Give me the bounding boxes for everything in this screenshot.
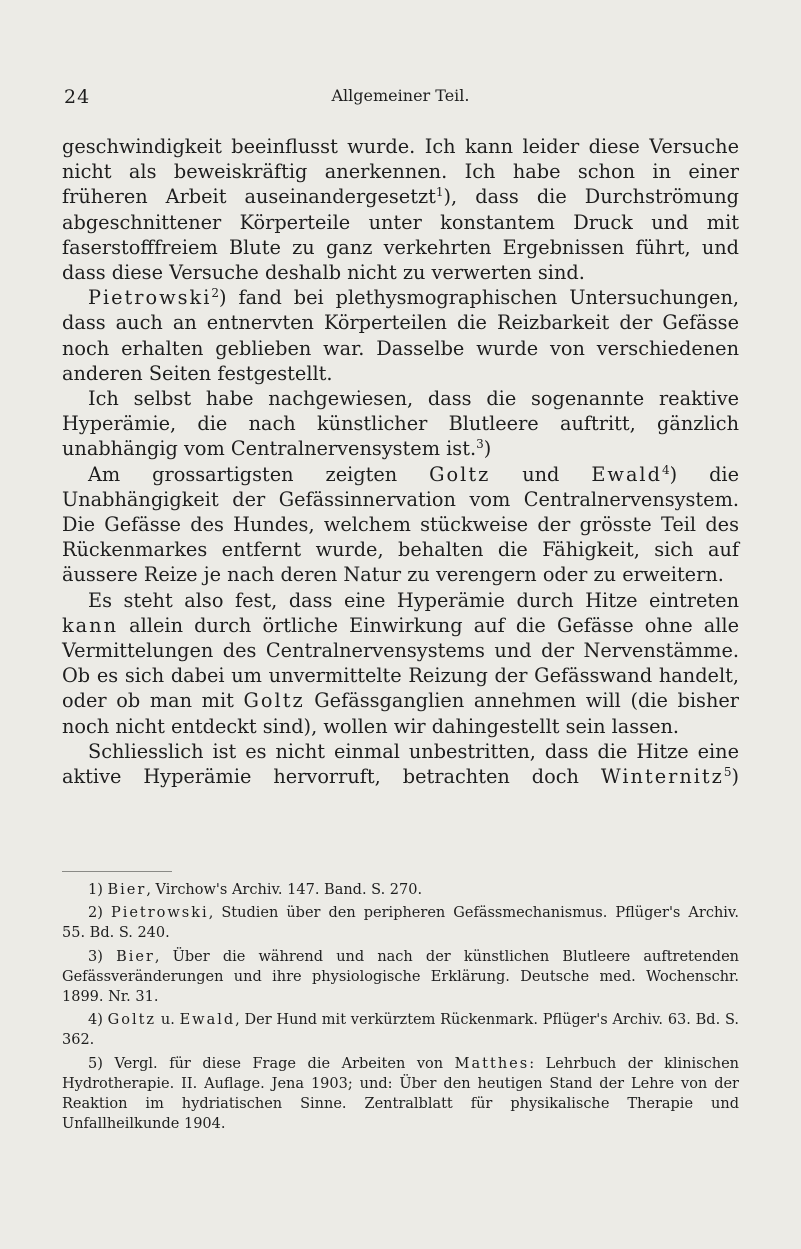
author-name: Ewald — [179, 1012, 236, 1029]
footnote-ref-4: 4 — [661, 462, 670, 477]
footnote-5: 5) Vergl. für diese Frage die Arbeiten von Matthes: Lehrbuch der klinischen Hydrotherapie. II. Auflage. Jena 1903; und: Über den heutigen Stand der Lehre von der Reaktion im hydriatischen Sinne. Zentralblatt für physikalische Therapie und Unfallheilkunde 1904. — [62, 1055, 739, 1133]
author-name: Matthes — [454, 1055, 530, 1072]
footnote-ref-1: 1 — [435, 185, 444, 200]
paragraph-3: Ich selbst habe nachgewiesen, dass die sogenannte reaktive Hyperämie, die nach künstlicher Blutleere auftritt, gänzlich unabhängig vom Centralnervensystem ist.$^3$) — [62, 387, 739, 461]
paragraph-2: Pietrowski$^2$) fand bei plethysmographischen Untersuchungen, dass auch an entnervten Körperteilen die Reizbarkeit der Gefässe noch erhalten geblieben war. Dasselbe wurde von verschiedenen anderen Seiten festgestellt. — [62, 286, 739, 385]
footnote-ref-5: 5 — [723, 765, 732, 780]
paragraph-6: Schliesslich ist es nicht einmal unbestritten, dass die Hitze eine aktive Hyperämie hervorruft, betrachten doch Winternitz$^5$) — [62, 739, 739, 789]
paragraph-1: geschwindigkeit beeinflusst wurde. Ich kann leider diese Versuche nicht als beweiskräftig anerkennen. Ich habe schon in einer früheren Arbeit auseinandergesetzt$^1$), dass die Durchströmung abgeschnittener Körperteile unter konstantem Druck und mit faserstofffreiem Blute zu ganz verkehrten Ergebnissen führt, und dass diese Versuche deshalb nicht zu verwerten sind. — [62, 135, 740, 285]
author-name: Winternitz — [600, 765, 724, 789]
author-name: Ewald — [591, 462, 662, 486]
author-name: Bier — [107, 882, 147, 898]
running-title: Allgemeiner Teil. — [331, 86, 470, 105]
author-name: Goltz — [107, 1012, 157, 1029]
author-name: Goltz — [243, 689, 305, 713]
footnote-ref-2: 2 — [211, 286, 220, 301]
author-name: Goltz — [429, 462, 491, 486]
page-number: 24 — [64, 86, 91, 108]
page-header — [62, 86, 739, 108]
paragraph-5: Es steht also fest, dass eine Hyperämie durch Hitze eintreten kann allein durch örtliche Einwirkung auf die Gefässe ohne alle Vermittelungen des Centralnervensystems und der Nervenstämme. Ob es sich dabei um unvermittelte Reizung der Gefässwand handelt, oder ob man mit Goltz Gefässganglien annehmen will (die bisher noch nicht entdeckt sind), wollen wir dahingestellt sein lassen. — [62, 588, 739, 738]
footnote-1: 1) Bier, Virchow's Archiv. 147. Band. S. 270. — [88, 882, 423, 898]
paragraph-4: Am grossartigsten zeigten Goltz und Ewald$^4$) die Unabhängigkeit der Gefässinnervation vom Centralnervensystem. Die Gefässe des Hundes, welchem stückweise der grösste Teil des Rückenmarkes entfernt wurde, behalten die Fähigkeit, sich auf äussere Reize je nach deren Natur zu verengern oder zu erweitern. — [62, 462, 739, 587]
footnote-ref-3: 3 — [476, 437, 484, 452]
body-text — [62, 134, 739, 789]
author-name: Pietrowski — [88, 286, 212, 310]
footnote-2: 2) Pietrowski, Studien über den peripheren Gefässmechanismus. Pflüger's Archiv. 55. Bd. S. 240. — [62, 905, 739, 942]
author-name: Pietrowski — [110, 905, 209, 922]
footnotes — [62, 880, 739, 1137]
author-name: Bier — [116, 948, 155, 965]
footnote-3: 3) Bier, Über die während und nach der künstlichen Blutleere auftretenden Gefässveränderungen und ihre physiologische Erklärung. Deutsche med. Wochenschr. 1899. Nr. 31. — [62, 948, 740, 1006]
emphasis: kann — [62, 613, 119, 637]
footnote-4: 4) Goltz u. Ewald, Der Hund mit verkürztem Rückenmark. Pflüger's Archiv. 63. Bd. S. 362. — [62, 1012, 739, 1049]
footnote-divider — [62, 871, 172, 872]
